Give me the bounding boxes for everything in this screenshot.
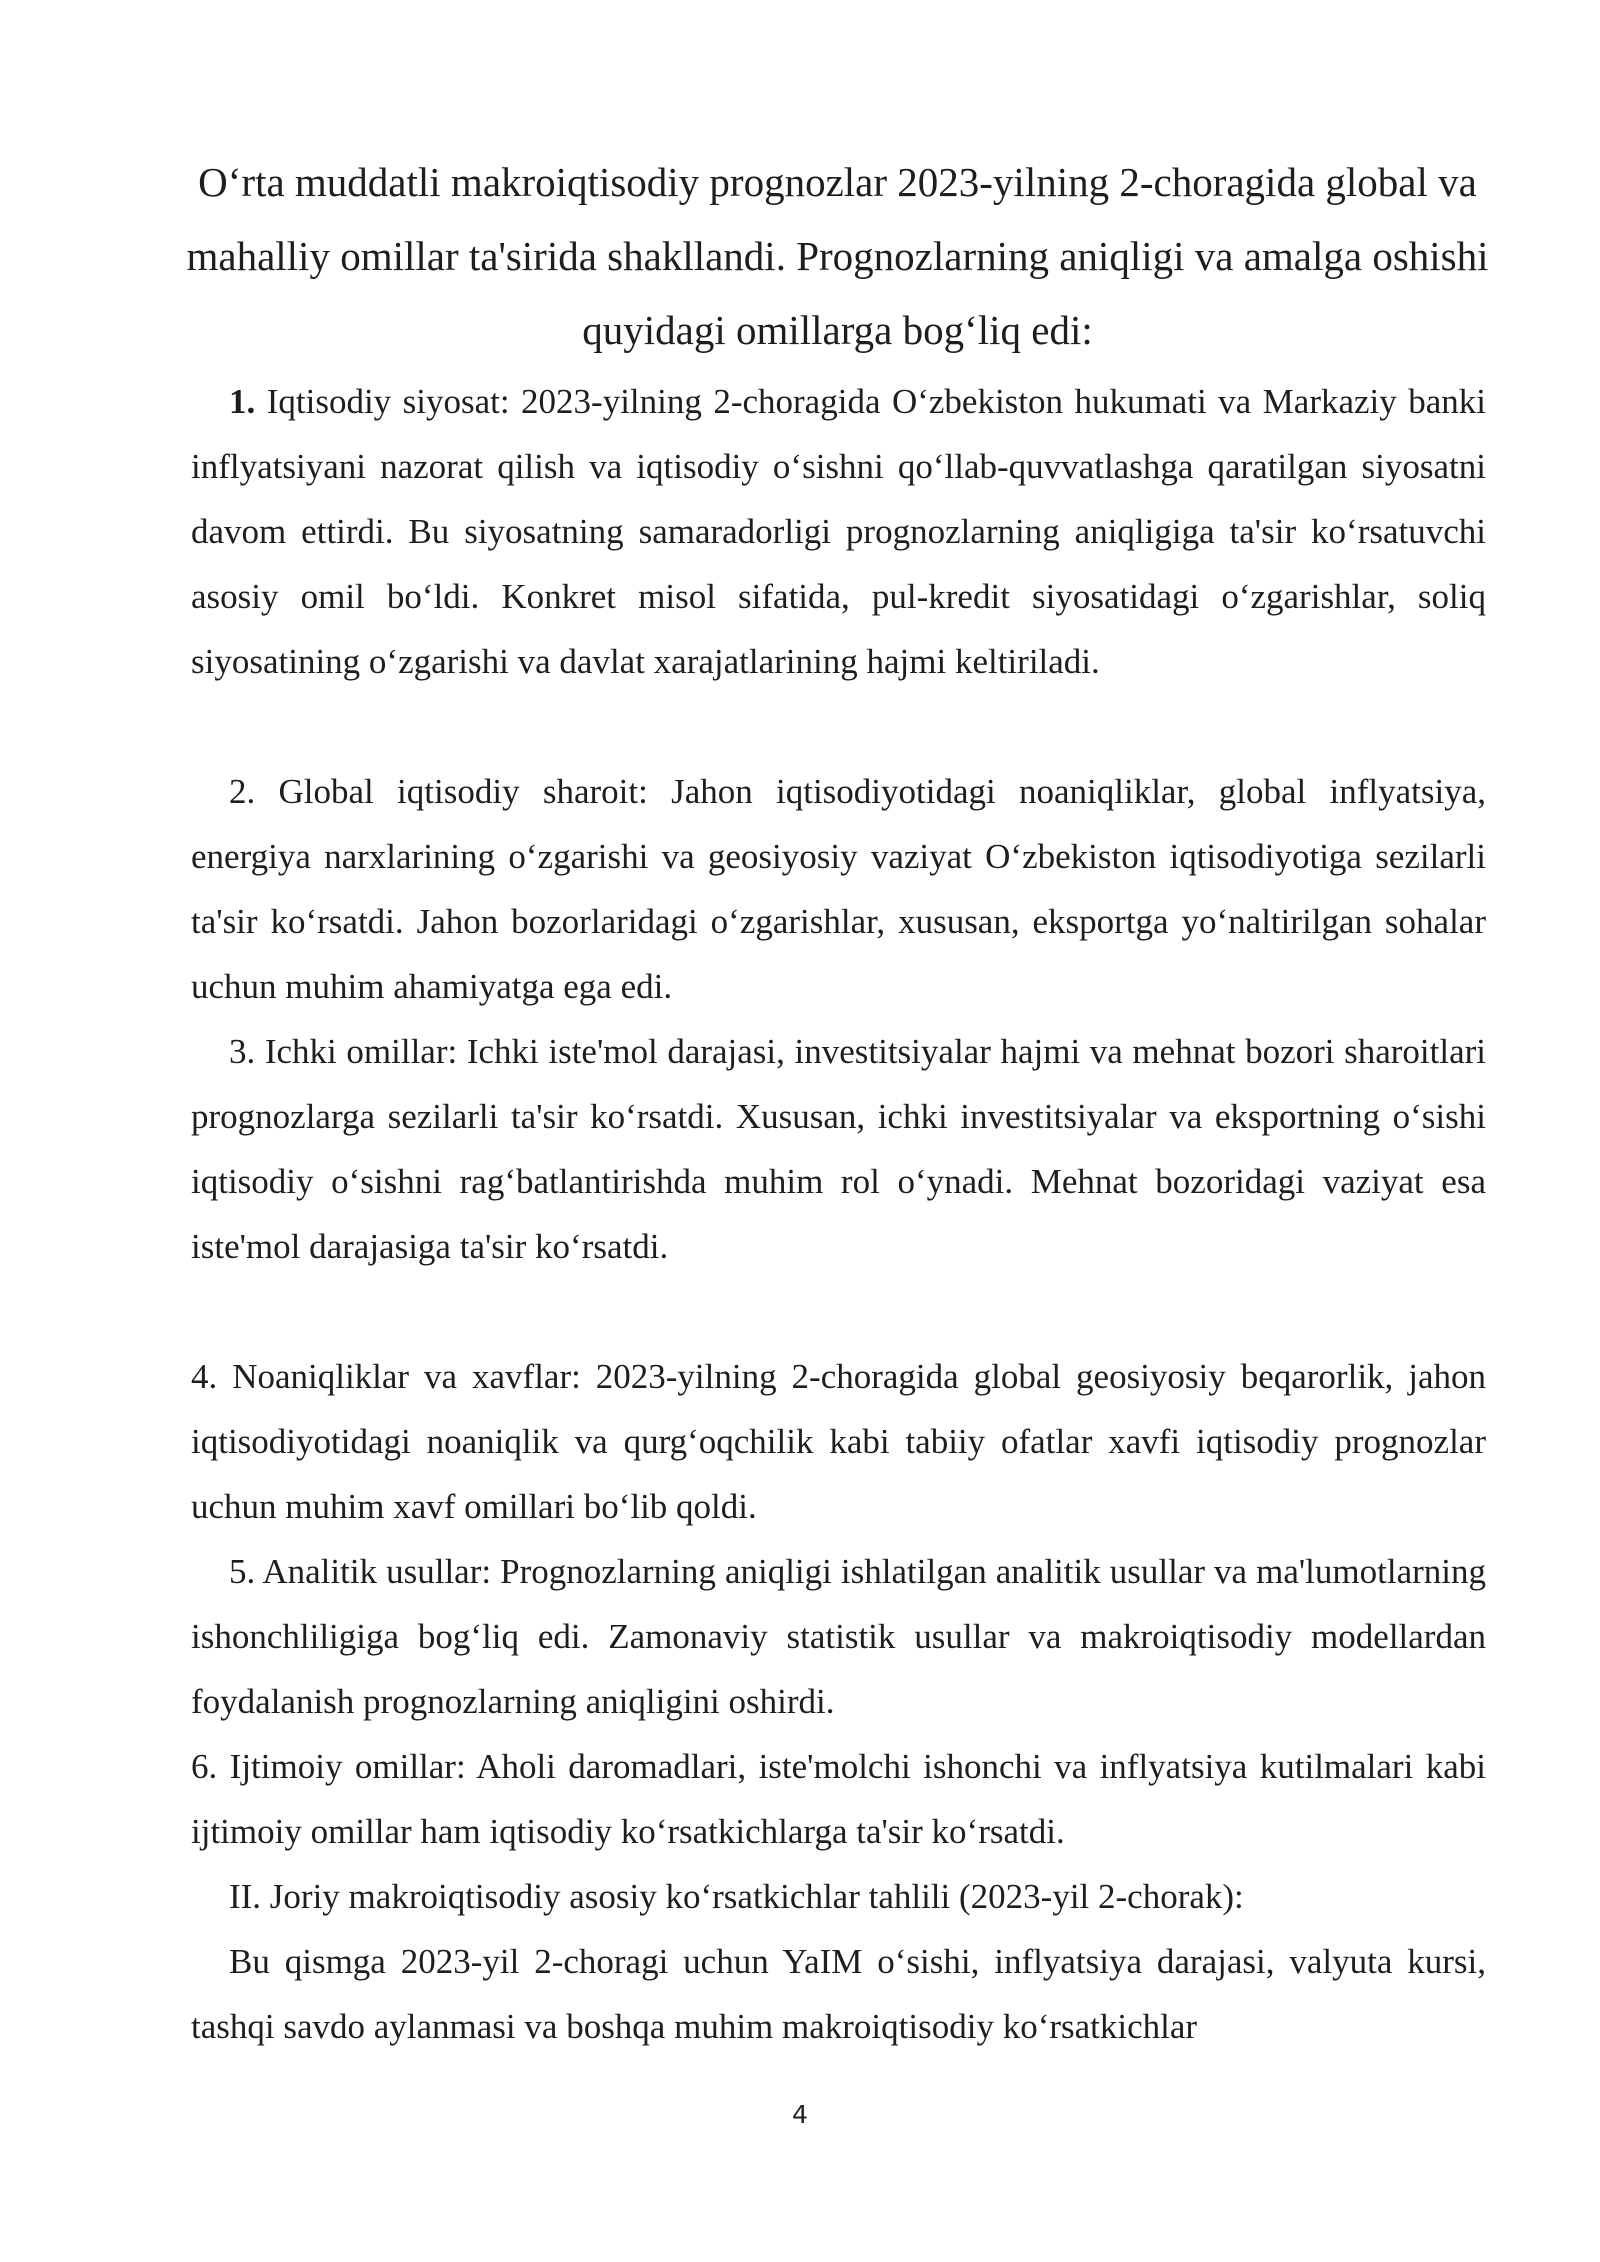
list-item-1-number: 1.: [229, 382, 256, 421]
intro-paragraph: O‘rta muddatli makroiqtisodiy prognozlar 2023-yilning 2-choragida global va mahalliy omillar ta'sirida shakllandi. Prognozlarning aniqligi va amalga oshishi quyidagi omillarga bog‘liq edi:: [186, 159, 1489, 353]
page-number: 4: [792, 2100, 808, 2129]
list-item-5: 5. Analitik usullar: Prognozlarning aniqligi ishlatilgan analitik usullar va ma'lumotlarning ishonchliligiga bog‘liq edi. Zamonaviy statistik usullar va makroiqtisodiy modellardan foydalanish prognozlarning aniqligini oshirdi.: [191, 1552, 1486, 1721]
list-item-6: 6. Ijtimoiy omillar: Aholi daromadlari, iste'molchi ishonchi va inflyatsiya kutilmalari kabi ijtimoiy omillar ham iqtisodiy ko‘rsatkichlarga ta'sir ko‘rsatdi.: [191, 1747, 1486, 1851]
section-paragraph: Bu qismga 2023-yil 2-choragi uchun YaIM o‘sishi, inflyatsiya darajasi, valyuta kursi, tashqi savdo aylanmasi va boshqa muhim makroiqtisodiy ko‘rsatkichlar: [191, 1942, 1486, 2046]
list-item-1: [191, 369, 1486, 694]
list-item-3: 3. Ichki omillar: Ichki iste'mol darajasi, investitsiyalar hajmi va mehnat bozori sharoitlari prognozlarga sezilarli ta'sir ko‘rsatdi. Xususan, ichki investitsiyalar va eksportning o‘sishi iqtisodiy o‘sishni rag‘batlantirishda muhim rol o‘ynadi. Mehnat bozoridagi vaziyat esa iste'mol darajasiga ta'sir ko‘rsatdi.: [191, 1032, 1486, 1266]
list-item-4: 4. Noaniqliklar va xavflar: 2023-yilning 2-choragida global geosiyosiy beqarorlik, jahon iqtisodiyotidagi noaniqlik va qurg‘oqchilik kabi tabiiy ofatlar xavfi iqtisodiy prognozlar uchun muhim xavf omillari bo‘lib qoldi.: [191, 1357, 1486, 1526]
section-heading: II. Joriy makroiqtisodiy asosiy ko‘rsatkichlar tahlili (2023-yil 2-chorak):: [229, 1877, 1244, 1916]
list-item-1-text: Iqtisodiy siyosat: 2023-yilning 2-choragida O‘zbekiston hukumati va Markaziy banki inflyatsiyani nazorat qilish va iqtisodiy o‘sishni qo‘llab-quvvatlashga qaratilgan siyosatni davom ettirdi. Bu siyosatning samaradorligi prognozlarning aniqligiga ta'sir ko‘rsatuvchi asosiy omil bo‘ldi. Konkret misol sifatida, pul-kredit siyosatidagi o‘zgarishlar, soliq siyosatining o‘zgarishi va davlat xarajatlarining hajmi keltiriladi.: [191, 382, 1486, 681]
list-item-2: 2. Global iqtisodiy sharoit: Jahon iqtisodiyotidagi noaniqliklar, global inflyatsiya, energiya narxlarining o‘zgarishi va geosiyosiy vaziyat O‘zbekiston iqtisodiyotiga sezilarli ta'sir ko‘rsatdi. Jahon bozorlaridagi o‘zgarishlar, xususan, eksportga yo‘naltirilgan sohalar uchun muhim ahamiyatga ega edi.: [191, 772, 1486, 1006]
